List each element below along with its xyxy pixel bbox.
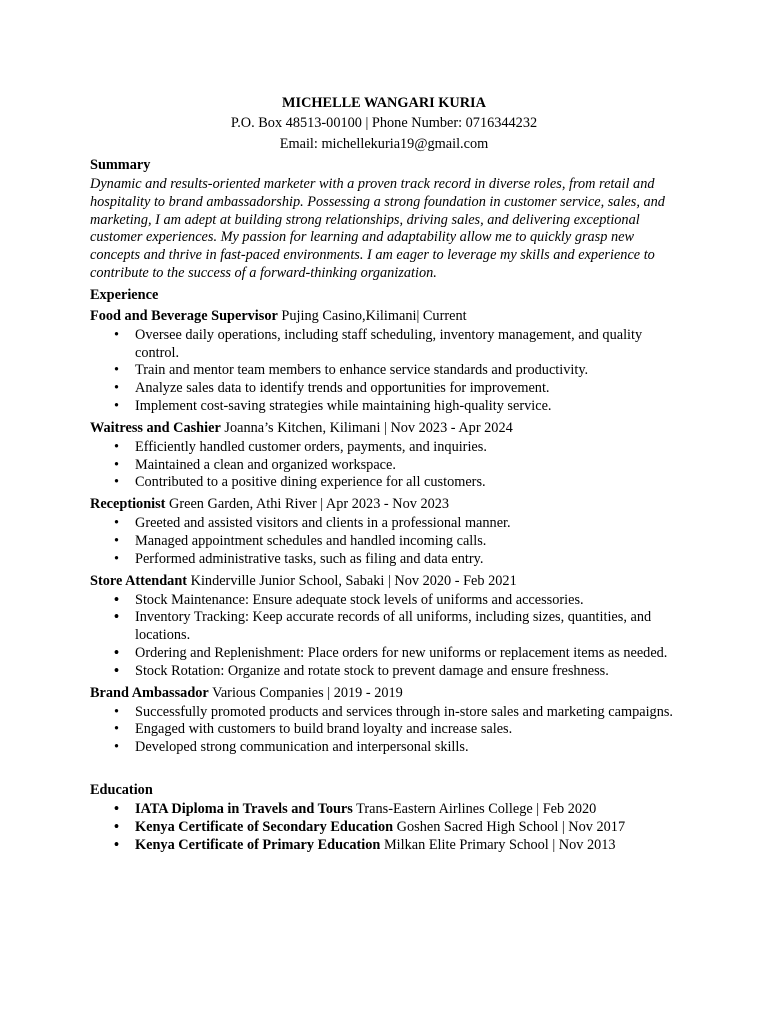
job-details: Various Companies | 2019 - 2019	[208, 684, 403, 701]
job-bullets	[90, 515, 680, 568]
bullet-icon: •	[114, 662, 120, 679]
list-item	[114, 532, 680, 551]
education-details: Milkan Elite Primary School | Nov 2013	[380, 836, 616, 853]
job-title: Receptionist	[90, 496, 166, 513]
list-item-text: Ordering and Replenishment: Place orders for new uniforms or replacement items as needed.	[135, 644, 668, 661]
list-item-text: Greeted and assisted visitors and clients in a professional manner.	[135, 515, 511, 532]
bullet-icon: •	[114, 380, 120, 397]
education-list	[90, 801, 680, 854]
job-details: Joanna’s Kitchen, Kilimani | Nov 2023 - Apr 2024	[220, 419, 513, 436]
bullet-icon: •	[114, 474, 120, 491]
list-item-text: Performed administrative tasks, such as filing and data entry.	[135, 550, 484, 567]
job-header	[90, 418, 680, 439]
summary-text: Dynamic and results-oriented marketer with a proven track record in diverse roles, from retail and hospitality to brand ambassadorship. Possessing a strong foundation in customer service, sales, and marketing, I am adept at building strong relationships, driving sales, and delivering exceptional customer experiences. My passion for learning and adaptability allow me to quickly grasp new concepts and thrive in fast-paced environments. I am eager to leverage my skills and experience to contribute to the success of a forward-thinking organization.	[90, 176, 665, 281]
job-header	[90, 683, 680, 704]
bullet-icon: •	[114, 818, 120, 835]
bullet-icon: •	[114, 532, 120, 549]
bullet-icon: •	[114, 550, 120, 567]
candidate-name: MICHELLE WANGARI KURIA	[282, 95, 486, 111]
experience-heading: Experience	[90, 286, 159, 303]
resume-page	[90, 93, 680, 856]
list-item-text: Implement cost-saving strategies while maintaining high-quality service.	[135, 397, 552, 414]
bullet-icon: •	[114, 703, 120, 720]
bullet-icon: •	[114, 438, 120, 455]
section-spacer	[90, 759, 680, 780]
bullet-icon: •	[114, 362, 120, 379]
list-item	[114, 739, 680, 757]
education-details: Trans-Eastern Airlines College | Feb 2020	[352, 800, 597, 817]
list-item-text: Developed strong communication and interpersonal skills.	[135, 739, 469, 756]
job-bullets	[90, 704, 680, 757]
list-item	[114, 397, 680, 416]
job-title: Food and Beverage Supervisor	[90, 307, 278, 324]
list-item	[114, 456, 680, 475]
list-item	[114, 818, 680, 837]
list-item	[114, 800, 680, 819]
list-item-text: Managed appointment schedules and handled incoming calls.	[135, 532, 487, 549]
bullet-icon: •	[114, 397, 120, 414]
bullet-icon: •	[114, 609, 120, 626]
bullet-icon: •	[114, 456, 120, 473]
list-item-text: Train and mentor team members to enhance service standards and productivity.	[135, 362, 589, 379]
email-line: Email: michellekuria19@gmail.com	[279, 136, 489, 152]
list-item	[114, 703, 680, 722]
list-item-text: Contributed to a positive dining experience for all customers.	[135, 474, 486, 491]
list-item	[114, 662, 680, 681]
job-bullets	[90, 327, 680, 416]
bullet-icon: •	[114, 800, 120, 817]
job-bullets	[90, 592, 680, 681]
job-bullets	[90, 439, 680, 492]
education-title: Kenya Certificate of Primary Education	[135, 836, 381, 853]
list-item-text: Analyze sales data to identify trends and opportunities for improvement.	[135, 380, 550, 397]
job-details: Green Garden, Athi River | Apr 2023 - Nov 2023	[165, 496, 450, 513]
education-title: Kenya Certificate of Secondary Education	[135, 818, 394, 835]
list-item-text: Inventory Tracking: Keep accurate records of all uniforms, including sizes, quantities, and locations.	[135, 609, 652, 644]
list-item-text: Maintained a clean and organized workspace.	[135, 456, 396, 473]
list-item	[114, 362, 680, 380]
list-item	[114, 515, 680, 533]
list-item-text: Efficiently handled customer orders, payments, and inquiries.	[135, 438, 487, 455]
address-phone-line: P.O. Box 48513-00100 | Phone Number: 0716344232	[230, 115, 538, 131]
list-item	[114, 474, 680, 492]
job-header	[90, 306, 680, 327]
list-item	[114, 591, 680, 610]
summary-heading: Summary	[90, 157, 151, 173]
list-item	[114, 438, 680, 457]
list-item	[114, 550, 680, 569]
list-item	[114, 836, 680, 855]
list-item	[114, 609, 680, 645]
list-item-text: Stock Rotation: Organize and rotate stock to prevent damage and ensure freshness.	[135, 662, 609, 679]
bullet-icon: •	[114, 739, 120, 756]
job-title: Brand Ambassador	[90, 684, 209, 701]
list-item	[114, 380, 680, 398]
list-item	[114, 721, 680, 739]
job-details: Kinderville Junior School, Sabaki | Nov 2020 - Feb 2021	[187, 572, 517, 589]
job-header	[90, 571, 680, 592]
job-details: Pujing Casino,Kilimani| Current	[277, 307, 467, 324]
bullet-icon: •	[114, 515, 120, 532]
job-title: Waitress and Cashier	[90, 419, 221, 436]
job-header	[90, 494, 680, 515]
list-item-text: Stock Maintenance: Ensure adequate stock levels of uniforms and accessories.	[135, 591, 584, 608]
education-heading: Education	[90, 781, 153, 798]
education-details: Goshen Sacred High School | Nov 2017	[393, 818, 626, 835]
education-title: IATA Diploma in Travels and Tours	[135, 800, 353, 817]
list-item-text: Successfully promoted products and services through in-store sales and marketing campaigns.	[135, 703, 673, 720]
bullet-icon: •	[114, 721, 120, 738]
list-item	[114, 644, 680, 663]
list-item-text: Oversee daily operations, including staff scheduling, inventory management, and quality control.	[135, 326, 643, 361]
bullet-icon: •	[114, 591, 120, 608]
bullet-icon: •	[114, 326, 120, 343]
list-item-text: Engaged with customers to build brand loyalty and increase sales.	[135, 721, 513, 738]
list-item	[114, 326, 680, 363]
job-title: Store Attendant	[90, 572, 188, 589]
bullet-icon: •	[114, 836, 120, 853]
bullet-icon: •	[114, 644, 120, 661]
